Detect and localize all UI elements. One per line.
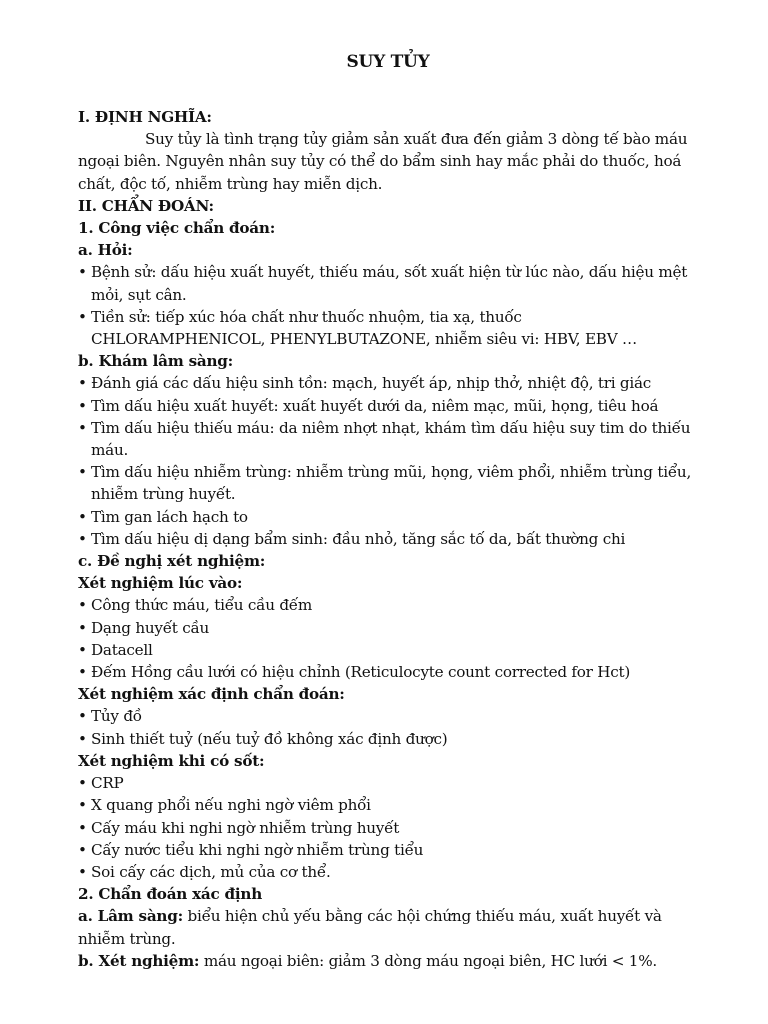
section-heading-definition: I. ĐỊNH NGHĨA:	[78, 108, 212, 126]
list-item: • X quang phổi nếu nghi ngờ viêm phổi	[78, 794, 698, 816]
list-item: • Đánh giá các dấu hiệu sinh tồn: mạch, huyết áp, nhịp thở, nhiệt độ, tri giác	[78, 372, 698, 394]
clinical-label: a. Lâm sàng:	[78, 907, 183, 926]
document-page	[78, 50, 698, 972]
list-item: • Tủy đồ	[78, 705, 698, 727]
lab-text: máu ngoại biên: giảm 3 dòng máu ngoại biên, HC lưới < 1%.	[199, 951, 657, 970]
list-item: • Datacell	[78, 639, 698, 661]
section-heading-diagnosis: II. CHẨN ĐOÁN:	[78, 196, 214, 215]
heading-history: a. Hỏi:	[78, 241, 133, 260]
heading-admission-tests: Xét nghiệm lúc vào:	[78, 574, 243, 593]
list-item: • Bệnh sử: dấu hiệu xuất huyết, thiếu máu, sốt xuất hiện từ lúc nào, dấu hiệu mệt mỏi, sụt cân.	[78, 261, 698, 305]
list-item: • Công thức máu, tiểu cầu đếm	[78, 594, 698, 616]
definition-paragraph: Suy tủy là tình trạng tủy giảm sản xuất đưa đến giảm 3 dòng tế bào máu ngoại biên. Nguyên nhân suy tủy có thể do bẩm sinh hay mắc phải do thuốc, hoá chất, độc tố, nhiễm trùng hay miễn dịch.	[78, 130, 688, 193]
list-item: • CRP	[78, 772, 698, 794]
lab-paragraph	[78, 950, 698, 972]
heading-fever-tests: Xét nghiệm khi có sốt:	[78, 751, 265, 770]
list-item: • Cấy nước tiểu khi nghi ngờ nhiễm trùng tiểu	[78, 839, 698, 861]
clinical-paragraph	[78, 905, 698, 949]
list-item: • Tìm dấu hiệu thiếu máu: da niêm nhợt nhạt, khám tìm dấu hiệu suy tim do thiếu máu.	[78, 417, 698, 461]
list-item: • Sinh thiết tuỷ (nếu tuỷ đồ không xác định được)	[78, 728, 698, 750]
clinical-text: biểu hiện chủ yếu bằng các hội chứng thiếu máu, xuất huyết và nhiễm trùng.	[78, 907, 662, 948]
list-item: • Tìm dấu hiệu nhiễm trùng: nhiễm trùng mũi, họng, viêm phổi, nhiễm trùng tiểu, nhiễm trùng huyết.	[78, 461, 698, 505]
list-item: • Đếm Hồng cầu lưới có hiệu chỉnh (Reticulocyte count corrected for Hct)	[78, 661, 698, 683]
list-item: • Dạng huyết cầu	[78, 617, 698, 639]
list-item: • Tìm dấu hiệu dị dạng bẩm sinh: đầu nhỏ, tăng sắc tố da, bất thường chi	[78, 528, 698, 550]
subsection-heading-diagnostic-work: 1. Công việc chẩn đoán:	[78, 219, 276, 238]
list-item: • Tiền sử: tiếp xúc hóa chất như thuốc nhuộm, tia xạ, thuốc CHLORAMPHENICOL, PHENYLBUTAZONE, nhiễm siêu vi: HBV, EBV …	[78, 306, 698, 350]
list-item: • Tìm dấu hiệu xuất huyết: xuất huyết dưới da, niêm mạc, mũi, họng, tiêu hoá	[78, 395, 698, 417]
heading-lab-tests: c. Đề nghị xét nghiệm:	[78, 552, 266, 571]
heading-physical-exam: b. Khám lâm sàng:	[78, 352, 234, 371]
page-title: SUY TỦY	[346, 52, 430, 72]
list-item: • Tìm gan lách hạch to	[78, 506, 698, 528]
heading-confirm-tests: Xét nghiệm xác định chẩn đoán:	[78, 685, 345, 704]
list-item: • Cấy máu khi nghi ngờ nhiễm trùng huyết	[78, 817, 698, 839]
list-item: • Soi cấy các dịch, mủ của cơ thể.	[78, 861, 698, 883]
subsection-heading-confirmed-diagnosis: 2. Chẩn đoán xác định	[78, 885, 263, 904]
lab-label: b. Xét nghiệm:	[78, 951, 200, 970]
